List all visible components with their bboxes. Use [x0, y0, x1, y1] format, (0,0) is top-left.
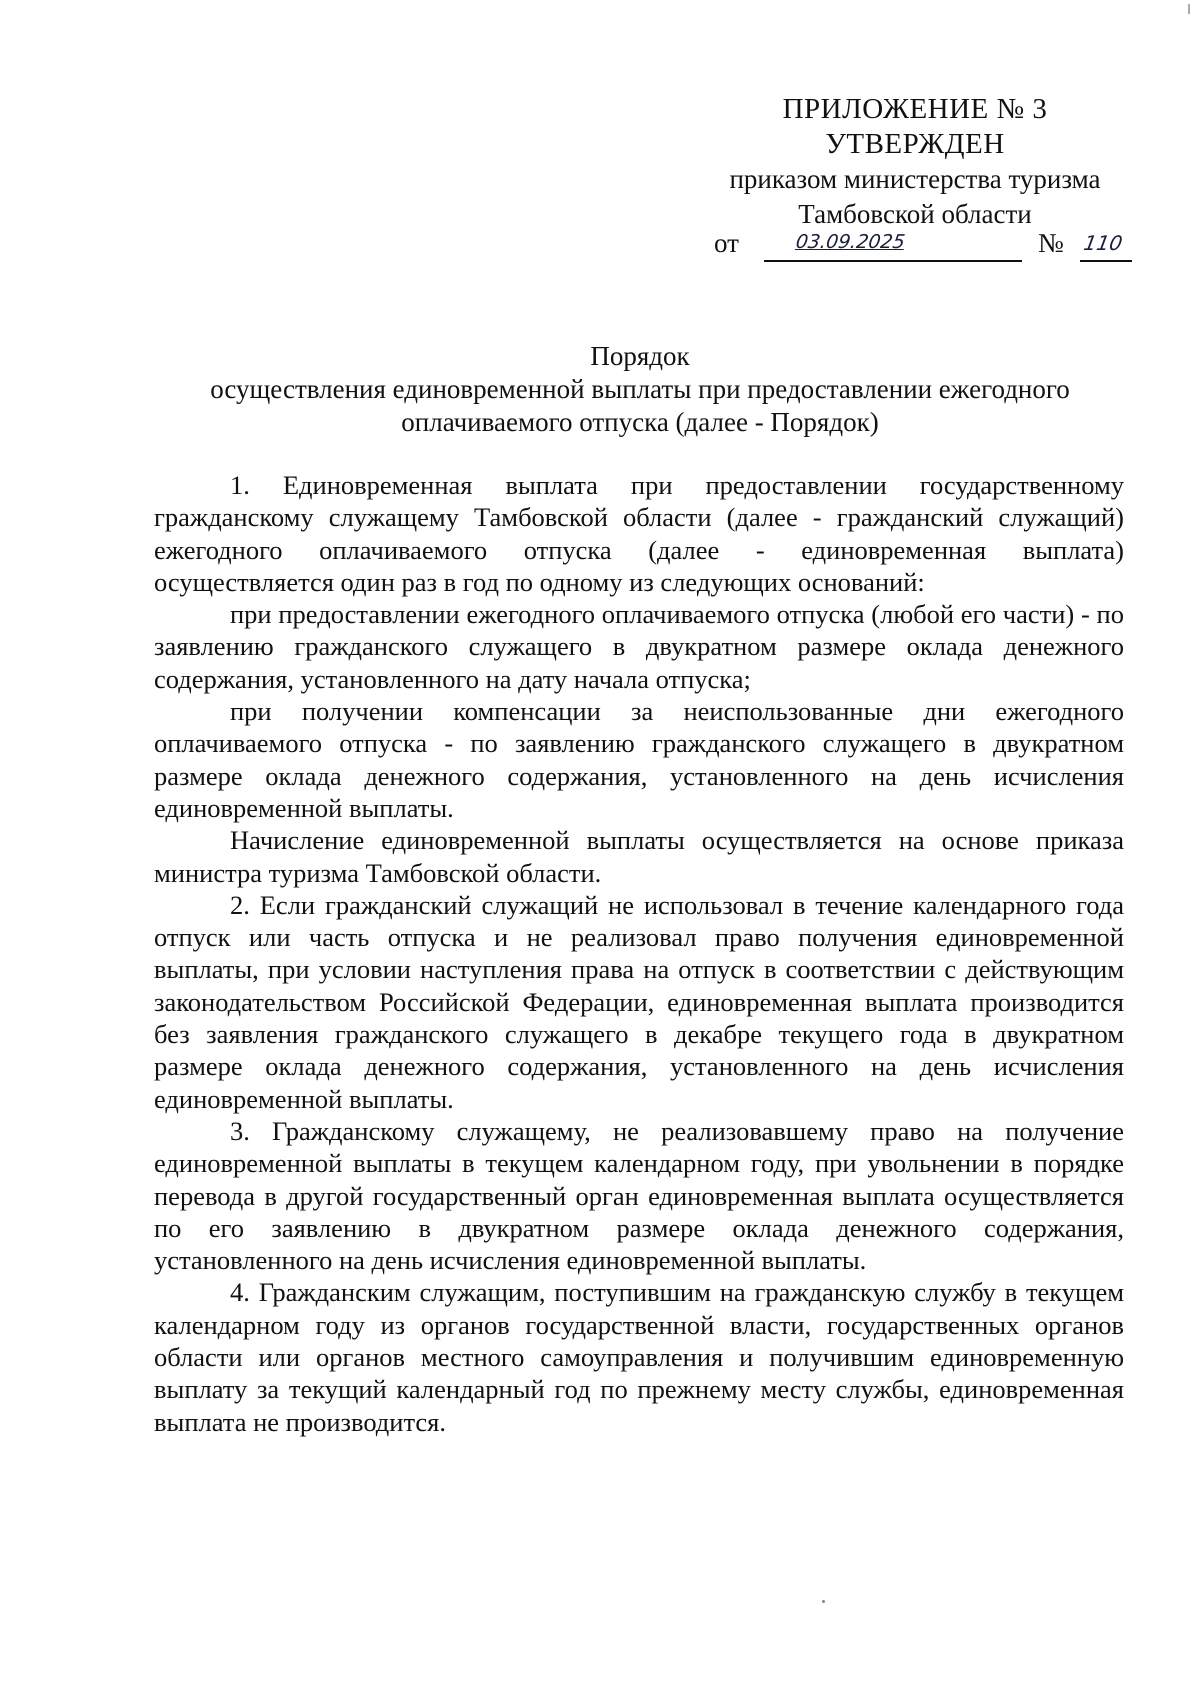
paragraph-1: 1. Единовременная выплата при предоставлении государственному гражданскому служащему Тамбовской области (далее - гражданский служащий) ежегодного оплачиваемого отпуска (далее - единовременная выплата) осуществляется один раз в год по одному из следующих оснований:: [154, 470, 1124, 597]
scan-corner-mark: [1188, 4, 1190, 14]
number-field: [1080, 230, 1132, 262]
handwritten-date: 03.09.2025: [794, 231, 907, 253]
scan-speck: [822, 1600, 825, 1603]
paragraph-5: 2. Если гражданский служащий не использовал в течение календарного года отпуск или часть отпуска и не реализовал право получения единовременной выплаты, при условии наступления права на отпуск в соответствии с действующим законодательством Российской Федерации, единовременная выплата производится без заявления гражданского служащего в декабре текущего года в двукратном размере оклада денежного содержания, установленного на день исчисления единовременной выплаты.: [154, 889, 1124, 1114]
paragraph-3: при получении компенсации за неиспользованные дни ежегодного оплачиваемого отпуска - по заявлению гражданского служащего в двукратном размере оклада денежного содержания, установленного на день исчисления единовременной выплаты.: [154, 696, 1124, 823]
title-line-2: осуществления единовременной выплаты при предоставлении ежегодного: [210, 374, 1070, 404]
title-line-1: Порядок: [590, 341, 690, 371]
appendix-label: ПРИЛОЖЕНИЕ № 3: [782, 93, 1048, 125]
number-label: №: [1038, 228, 1064, 258]
paragraph-4: Начисление единовременной выплаты осуществляется на основе приказа министра туризма Тамбовской области.: [154, 825, 1124, 888]
by-order-label: приказом министерства туризма: [729, 164, 1101, 194]
order-reference: [714, 228, 1134, 264]
paragraph-2: при предоставлении ежегодного оплачиваемого отпуска (любой его части) - по заявлению гражданского служащего в двукратном размере оклада денежного содержания, установленного на дату начала отпуска;: [154, 599, 1124, 694]
document-body: [154, 469, 1124, 1438]
date-field: [764, 230, 1022, 262]
document-title: [100, 340, 1180, 439]
approved-label: УТВЕРЖДЕН: [825, 128, 1005, 160]
from-label: от: [714, 228, 739, 258]
title-line-3: оплачиваемого отпуска (далее - Порядок): [401, 407, 879, 437]
handwritten-number: 110: [1081, 231, 1125, 255]
paragraph-7: 4. Гражданским служащим, поступившим на гражданскую службу в текущем календарном году из органов государственной власти, государственных органов области или органов местного самоуправления и получившим единовременную выплату за текущий календарный год по прежнему месту службы, единовременная выплата не производится.: [154, 1277, 1124, 1437]
region-label: Тамбовской области: [798, 199, 1032, 229]
paragraph-6: 3. Гражданскому служащему, не реализовавшему право на получение единовременной выплаты в текущем календарном году, при увольнении в порядке перевода в другой государственный орган единовременная выплата осуществляется по его заявлению в двукратном размере оклада денежного содержания, установленного на день исчисления единовременной выплаты.: [154, 1115, 1124, 1276]
approval-block: [700, 92, 1130, 232]
